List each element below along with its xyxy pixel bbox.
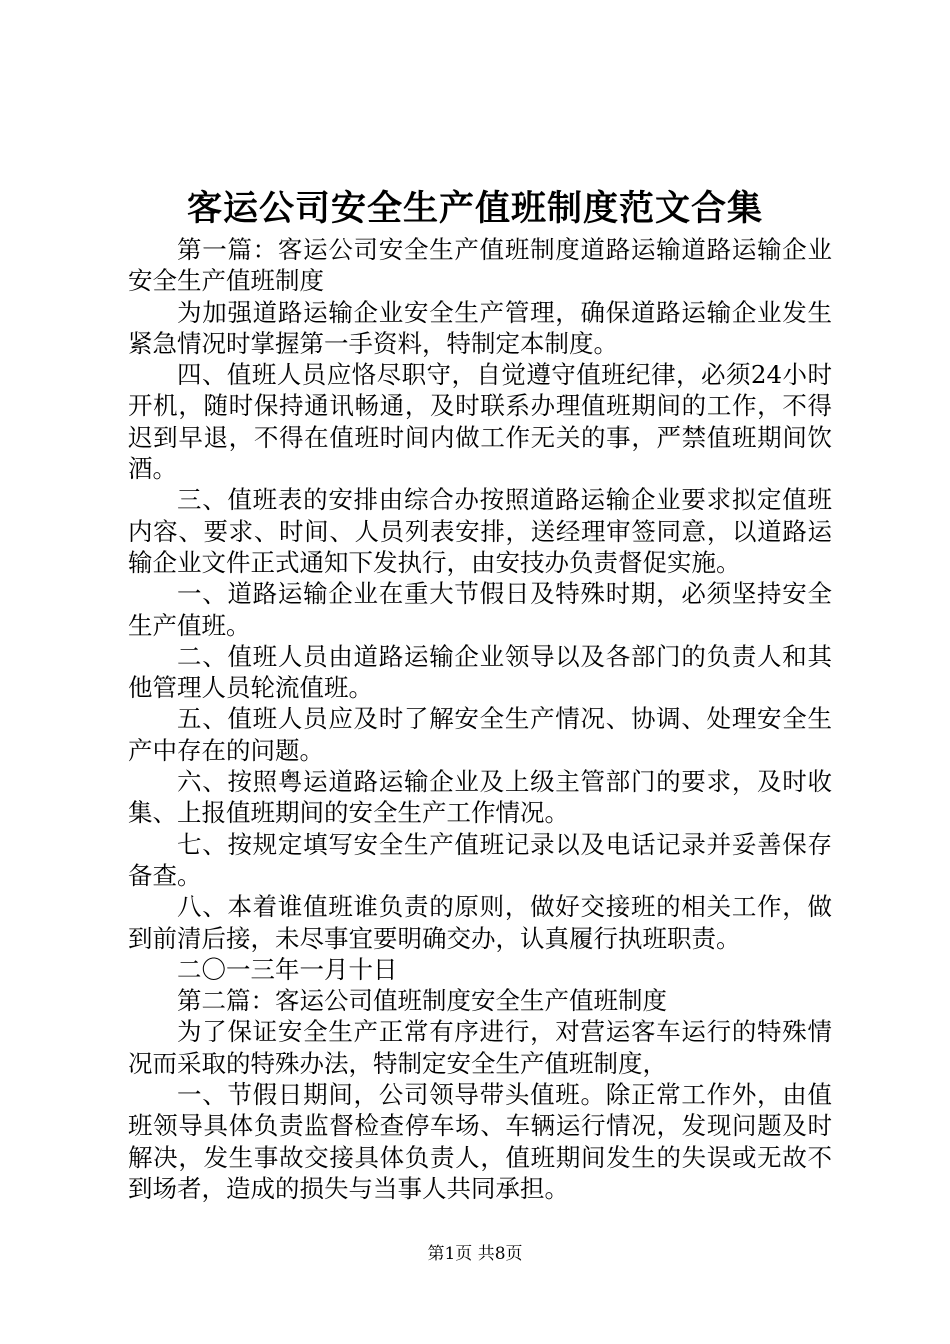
paragraph-item-five: 五、值班人员应及时了解安全生产情况、协调、处理安全生产中存在的问题。 xyxy=(128,704,832,765)
paragraph-item-three: 三、值班表的安排由综合办按照道路运输企业要求拟定值班内容、要求、时间、人员列表安排，送经理审签同意，以道路运输企业文件正式通知下发执行，由安技办负责督促实施。 xyxy=(128,485,832,577)
paragraph-item-one: 一、道路运输企业在重大节假日及特殊时期，必须坚持安全生产值班。 xyxy=(128,579,832,640)
paragraph-item-seven: 七、按规定填写安全生产值班记录以及电话记录并妥善保存备查。 xyxy=(128,829,832,890)
paragraph-part1-heading: 第一篇：客运公司安全生产值班制度道路运输道路运输企业安全生产值班制度 xyxy=(128,235,832,296)
paragraph-part2-item-one: 一、节假日期间，公司领导带头值班。除正常工作外，由值班领导具体负责监督检查停车场、车辆运行情况，发现问题及时解决，发生事故交接具体负责人，值班期间发生的失误或无故不到场者，造成的损失与当事人共同承担。 xyxy=(128,1080,832,1203)
paragraph-part2-intro: 为了保证安全生产正常有序进行，对营运客车运行的特殊情况而采取的特殊办法，特制定安全生产值班制度， xyxy=(128,1017,832,1078)
document-body xyxy=(128,234,832,1204)
paragraph-item-eight: 八、本着谁值班谁负责的原则，做好交接班的相关工作，做到前清后接，未尽事宜要明确交办，认真履行执班职责。 xyxy=(128,892,832,953)
paragraph-item-four: 四、值班人员应恪尽职守，自觉遵守值班纪律，必须24小时开机，随时保持通讯畅通，及时联系办理值班期间的工作，不得迟到早退，不得在值班时间内做工作无关的事，严禁值班期间饮酒。 xyxy=(128,360,832,484)
paragraph-date: 二〇一三年一月十日 xyxy=(177,954,398,984)
paragraph-part2-heading: 第二篇：客运公司值班制度安全生产值班制度 xyxy=(177,986,667,1016)
paragraph-intro: 为加强道路运输企业安全生产管理，确保道路运输企业发生紧急情况时掌握第一手资料，特制定本制度。 xyxy=(128,297,832,358)
document-title: 客运公司安全生产值班制度范文合集 xyxy=(186,188,763,229)
paragraph-item-two: 二、值班人员由道路运输企业领导以及各部门的负责人和其他管理人员轮流值班。 xyxy=(128,641,832,703)
page-footer: 第1页 共8页 xyxy=(427,1244,523,1264)
paragraph-item-six: 六、按照粤运道路运输企业及上级主管部门的要求，及时收集、上报值班期间的安全生产工作情况。 xyxy=(128,767,832,828)
